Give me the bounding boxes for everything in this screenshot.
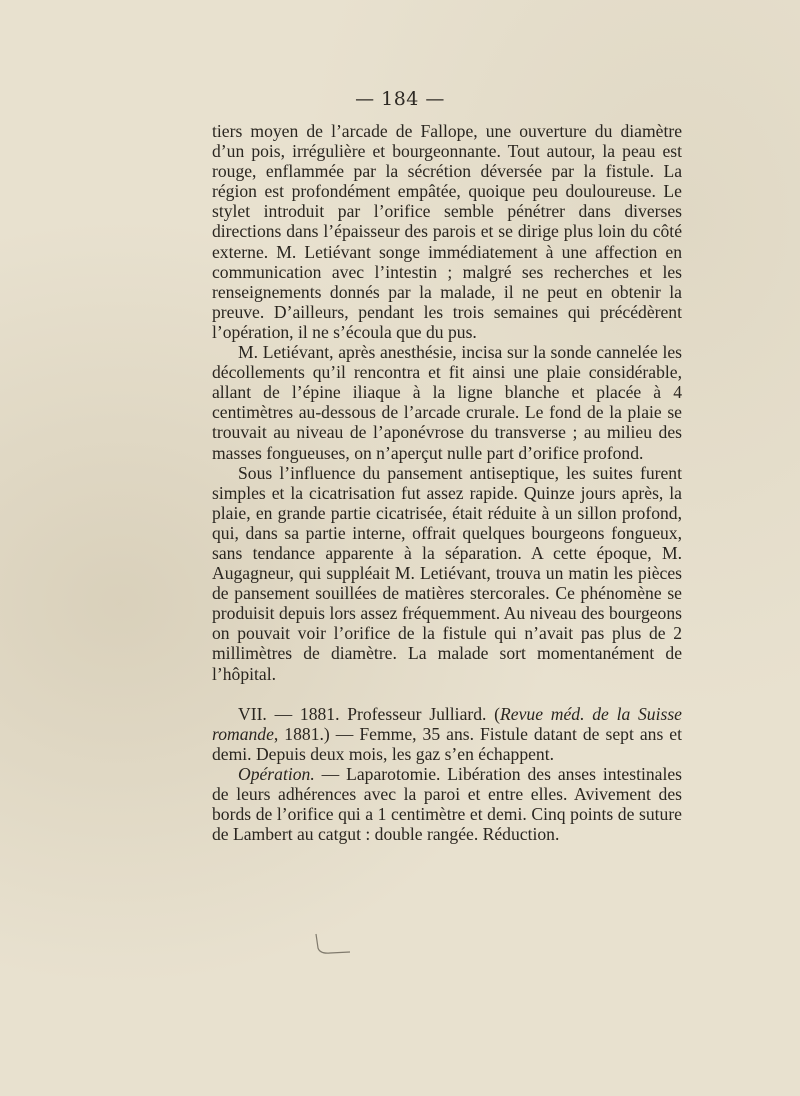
paragraph-aftercare: Sous l’influence du pansement antiseptique, les suites furent simples et la cicatrisation fut assez rapide. Quinze jours après, la plaie, en grande partie cicatrisée, était réduite à un sillon profond, qui, dans sa partie interne, offrait quelques bourgeons fongueux, sans tendance apparente à la séparation. A cette époque, M. Augagneur, qui suppléait M. Letiévant, trouva un matin les pièces de pansement souillées de matières stercorales. Ce phénomène se produisit depuis lors assez fréquemment. Au niveau des bourgeons on pouvait voir l’orifice de la fistule qui n’avait pas plus de 2 millimètres de diamètre. La malade sort momentanément de l’hôpital. [212, 462, 682, 684]
case-details: , 1881.) — Femme, 35 ans. Fistule datant de sept ans et demi. Depuis deux mois, les gaz s’en échappent. [212, 723, 682, 764]
body-text [212, 121, 682, 844]
operation-label: Opération. [238, 763, 315, 784]
journal-title: Revue méd. de la Suisse romande [212, 703, 682, 744]
ink-mark [310, 930, 365, 960]
paragraph-operation: M. Letiévant, après anesthésie, incisa sur la sonde cannelée les décollements qu’il rencontra et fit ainsi une plaie considérable, allant de l’épine iliaque à la ligne blanche et placée à 4 centimètres au-dessous de l’arcade crurale. Le fond de la plaie se trouvait au niveau de l’aponévrose du transverse ; au milieu des masses fongueuses, on n’aperçut nulle part d’orifice profond. [212, 342, 682, 463]
case-operation [212, 764, 682, 844]
case-heading [212, 704, 682, 764]
paragraph-continuation: tiers moyen de l’arcade de Fallope, une ouverture du diamètre d’un pois, irrégulière et bourgeonnante. Tout autour, la peau est rouge, enflammée par la sécrétion déversée par la fistule. La région est profondément empâtée, quoique peu douloureuse. Le stylet introduit par l’orifice semble pénétrer dans diverses directions dans l’épaisseur des parois et se dirige plus loin du côté externe. M. Letiévant songe immédiatement à une affection en communication avec l’intestin ; malgré ses recherches et les renseignements donnés par la malade, il ne peut en obtenir la preuve. D’ailleurs, pendant les trois semaines qui précédèrent l’opération, il ne s’écoula que du pus. [212, 121, 682, 342]
page-number: — 184 — [355, 88, 445, 110]
case-intro: VII. — 1881. Professeur Julliard. ( [238, 703, 501, 724]
section-gap [212, 684, 682, 704]
operation-text: — Laparotomie. Libération des anses intestinales de leurs adhérences avec la paroi et entre elles. Avivement des bords de l’orifice qui a 1 centimètre et demi. Cinq points de suture de Lambert au catgut : double rangée. Réduction. [212, 763, 682, 845]
